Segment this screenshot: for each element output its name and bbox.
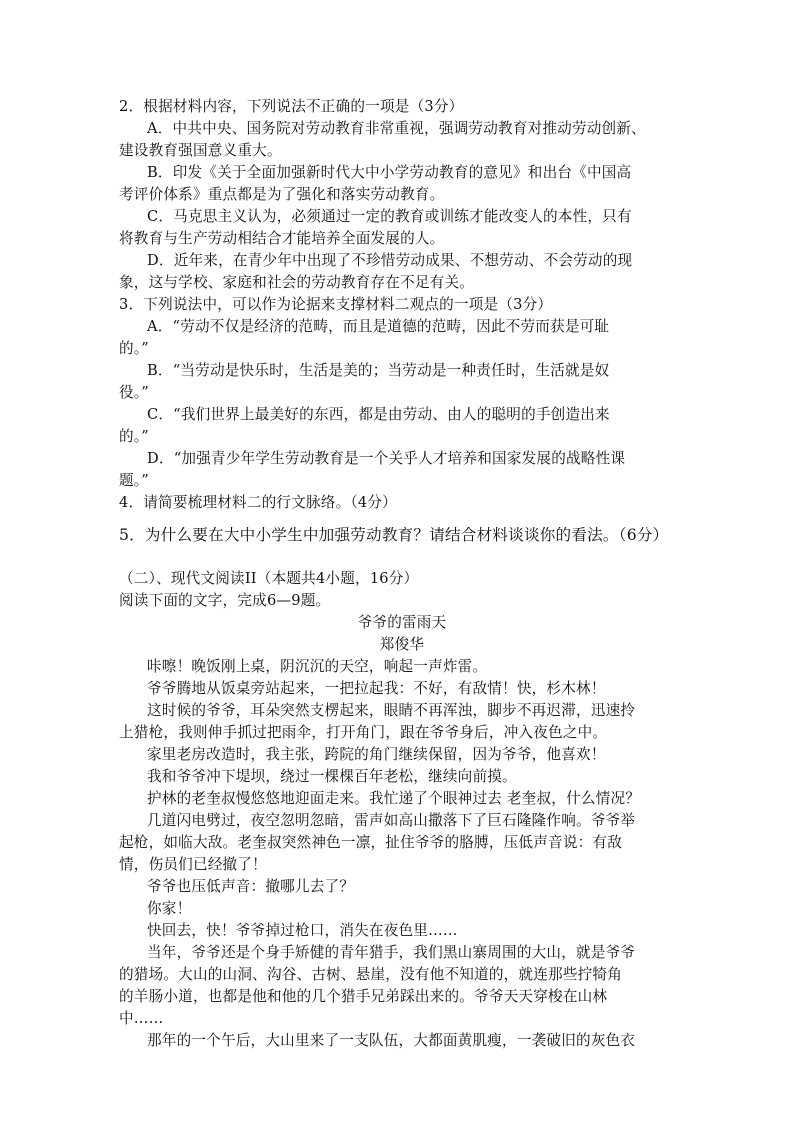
story-paragraph: 中…… [119, 1010, 164, 1027]
option-a-line-2: 建设教育强国意义重大。 [119, 142, 282, 159]
story-paragraph: 爷爷腾地从饭桌旁站起来，一把拉起我：不好，有敌情！快，杉木林！ [147, 680, 606, 697]
story-paragraph: 家里老房改造时，我主张，跨院的角门继续保留，因为爷爷，他喜欢！ [147, 746, 606, 763]
story-paragraph: 几道闪电劈过，夜空忽明忽暗，雷声如高山撒落下了巨石隆隆作响。爷爷举 [147, 812, 636, 829]
reading-instruction: 阅读下面的文字，完成6—9题。 [119, 592, 331, 609]
story-paragraph: 起枪，如临大敌。老奎叔突然神色一凛，扯住爷爷的胳膊，压低声音说：有敌 [119, 834, 622, 851]
question-5: 5．为什么要在大中小学生中加强劳动教育？请结合材料谈谈你的看法。（6分） [119, 526, 669, 544]
q3-option-c-line-1: C．“我们世界上最美好的东西，都是由劳动、由人的聪明的手创造出来 [147, 406, 610, 423]
option-d-line-1: D．近年来，在青少年中出现了不珍惜劳动成果、不想劳动、不会劳动的现 [147, 252, 633, 269]
story-author: 郑俊华 [379, 636, 425, 653]
section-heading: （二）、现代文阅读II（本题共4小题，16分） [119, 570, 419, 587]
option-c-line-2: 将教育与生产劳动相结合才能培养全面发展的人。 [119, 230, 445, 247]
question-2-stem: 2．根据材料内容，下列说法不正确的一项是（3分） [119, 98, 464, 115]
q3-option-b-line-2: 役。” [119, 384, 149, 401]
story-paragraph: 这时候的爷爷，耳朵突然支楞起来，眼睛不再浑浊，脚步不再迟滞，迅速拎 [147, 702, 636, 719]
story-paragraph: 咔嚓！晚饭刚上桌，阴沉沉的天空，响起一声炸雷。 [147, 658, 488, 675]
story-paragraph: 我和爷爷冲下堤坝，绕过一棵棵百年老松，继续向前摸。 [147, 768, 517, 785]
q3-option-d-line-2: 题。” [119, 472, 149, 489]
q3-option-b-line-1: B．“当劳动是快乐时，生活是美的；当劳动是一种责任时，生活就是奴 [147, 362, 610, 379]
story-paragraph: 的羊肠小道，也都是他和他的几个猎手兄弟踩出来的。爷爷天天穿梭在山林 [119, 988, 608, 1005]
story-paragraph: 那年的一个午后，大山里来了一支队伍，大都面黄肌瘦，一袭破旧的灰色衣 [147, 1032, 636, 1049]
question-3-stem: 3．下列说法中，可以作为论据来支撑材料二观点的一项是（3分） [119, 296, 553, 313]
story-paragraph: 上猎枪，我则伸手抓过把雨伞，打开角门，跟在爷爷身后，冲入夜色之中。 [119, 724, 608, 741]
option-c-line-1: C．马克思主义认为，必须通过一定的教育或训练才能改变人的本性，只有 [147, 208, 632, 225]
story-paragraph: 情，伤员们已经撤了！ [119, 856, 267, 873]
question-4: 4．请简要梳理材料二的行文脉络。（4分） [119, 494, 397, 511]
option-b-line-2: 考评价体系》重点都是为了强化和落实劳动教育。 [119, 186, 445, 203]
story-paragraph: 护林的老奎叔慢悠悠地迎面走来。我忙递了个眼神过去 老奎叔，什么情况？ [147, 790, 641, 807]
story-title: 爷爷的雷雨天 [357, 614, 447, 631]
q3-option-a-line-2: 的。” [119, 340, 149, 357]
story-paragraph: 的猎场。大山的山洞、沟谷、古树、悬崖，没有他不知道的，就连那些拧犄角 [119, 966, 622, 983]
option-b-line-1: B．印发《关于全面加强新时代大中小学劳动教育的意见》和出台《中国高 [147, 164, 632, 181]
q3-option-a-line-1: A．“劳动不仅是经济的范畴，而且是道德的范畴，因此不劳而获是可耻 [147, 318, 610, 335]
option-a-line-1: A．中共中央、国务院对劳动教育非常重视，强调劳动教育对推动劳动创新、 [147, 120, 646, 137]
q3-option-d-line-1: D．“加强青少年学生劳动教育是一个关乎人才培养和国家发展的战略性课 [147, 450, 626, 467]
option-d-line-2: 象，这与学校、家庭和社会的劳动教育存在不足有关。 [119, 274, 475, 291]
story-paragraph: 你家！ [147, 900, 192, 917]
story-paragraph: 爷爷也压低声音：撤哪儿去了？ [147, 878, 355, 895]
q3-option-c-line-2: 的。” [119, 428, 149, 445]
story-paragraph: 当年，爷爷还是个身手矫健的青年猎手，我们黑山寨周围的大山，就是爷爷 [147, 944, 636, 961]
story-paragraph: 快回去，快！爷爷掉过枪口，消失在夜色里…… [147, 922, 458, 939]
